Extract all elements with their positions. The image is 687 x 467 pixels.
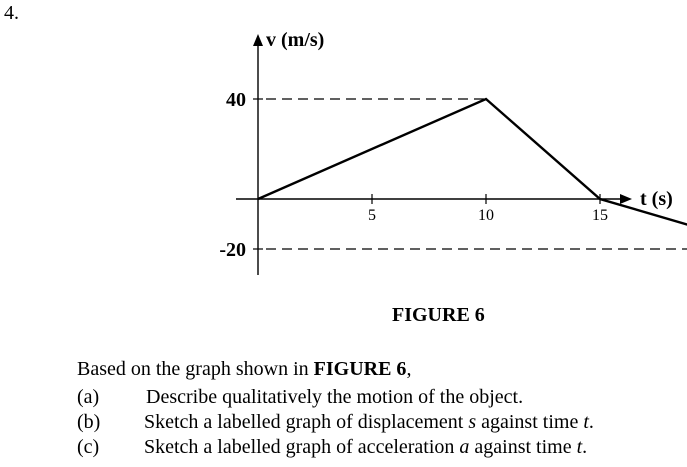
question-number: 4. [4,2,19,24]
y-axis-arrowhead [253,34,263,46]
y-tick-label: 40 [226,89,246,111]
part-text: Describe qualitatively the motion of the object. [146,386,524,408]
y-tick-label: -20 [219,239,246,261]
figure-reference: FIGURE 6 [313,358,407,380]
figure-caption: FIGURE 6 [392,304,485,326]
symbol-s: s [468,411,477,433]
symbol-a: a [459,436,470,458]
x-tick-label: 15 [592,207,608,224]
y-axis-title: v (m/s) [266,29,325,51]
part-text: Sketch a labelled graph of displacement [144,411,469,433]
part-text: Sketch a labelled graph of acceleration [144,436,460,458]
question-intro: Based on the graph shown in FIGURE 6, [77,358,412,380]
part-label: (c) [77,436,100,458]
x-axis-arrowhead [620,194,632,204]
part-label: (b) [77,411,101,433]
x-tick-label: 5 [368,207,376,224]
x-tick-label: 10 [478,207,494,224]
velocity-series-line [258,99,687,249]
part-label: (a) [77,386,100,408]
x-axis-title: t (s) [640,188,673,210]
symbol-t: t [576,436,583,458]
symbol-t: t [583,411,589,433]
